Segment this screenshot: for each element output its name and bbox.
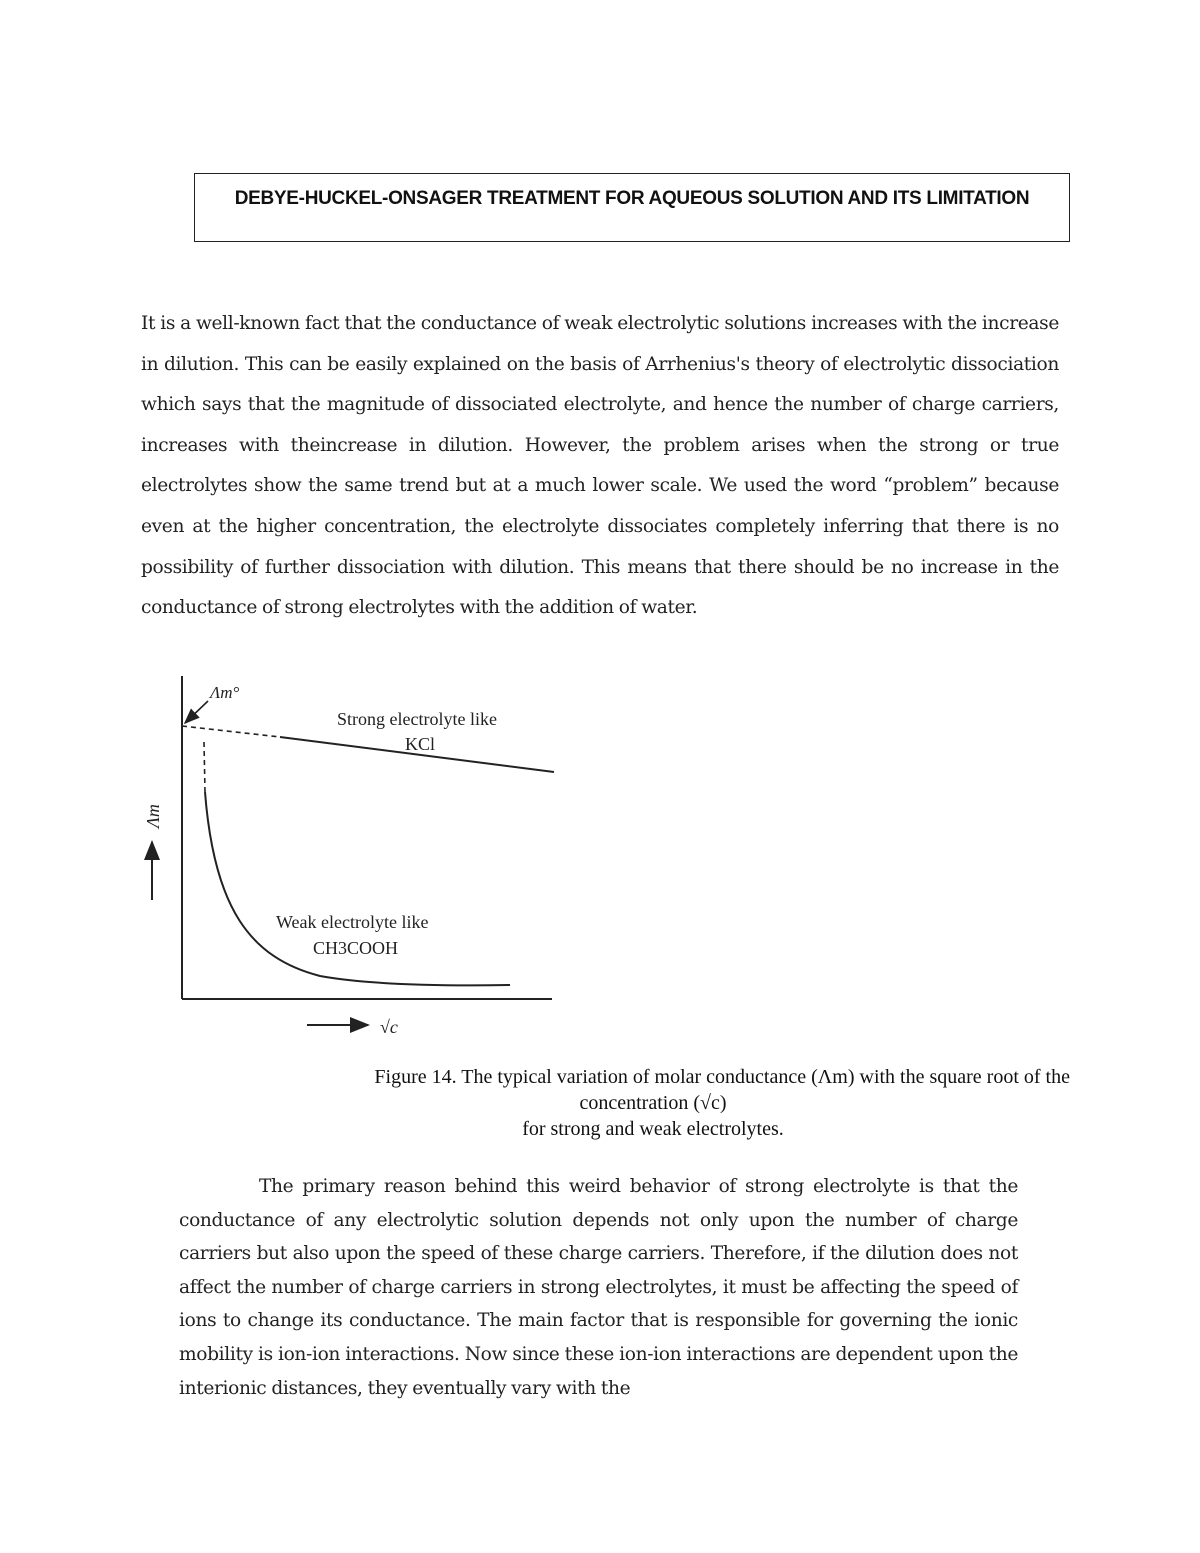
paragraph-intro: It is a well-known fact that the conductance of weak electrolytic solutions increases with the increase in dilution. This can be easily explained on the basis of Arrhenius's theory of electrolytic dissociation which says that the magnitude of dissociated electrolyte, and hence the number of charge carriers, increases with theincrease in dilution. However, the problem arises when the strong or true electrolytes show the same trend but at a much lower scale. We used the word “problem” because even at the higher concentration, the electrolyte dissociates completely inferring that there is no possibility of further dissociation with dilution. This means that there should be no increase in the conductance of strong electrolytes with the addition of water. xyxy=(141,313,1059,619)
lambda-zero-label: Λm° xyxy=(210,683,240,702)
lambda-zero-arrow xyxy=(185,701,208,723)
strong-electrolyte-extrapolation xyxy=(182,726,280,737)
title-box xyxy=(194,173,1070,242)
paragraph-reason: The primary reason behind this weird behavior of strong electrolyte is that the conductance of any electrolytic solution depends not only upon the number of charge carriers but also upon the speed of these charge carriers. Therefore, if the dilution does not affect the number of charge carriers in strong electrolytes, it must be affecting the speed of ions to change its conductance. The main factor that is responsible for governing the ionic mobility is ion-ion interactions. Now since these ion-ion interactions are dependent upon the interionic distances, they eventually vary with the xyxy=(179,1176,1018,1399)
conductance-plot xyxy=(130,668,580,1048)
weak-label-line1: Weak electrolyte like xyxy=(276,912,429,932)
caption-line1: Figure 14. The typical variation of molar conductance (Λm) with the square root of the xyxy=(374,1066,1070,1088)
caption-line2: concentration (√c) xyxy=(579,1092,727,1114)
strong-label-line1: Strong electrolyte like xyxy=(337,709,497,729)
strong-label-line2: KCl xyxy=(405,734,436,754)
caption-line3: for strong and weak electrolytes. xyxy=(522,1118,784,1140)
page-title: DEBYE-HUCKEL-ONSAGER TREATMENT FOR AQUEOUS SOLUTION AND ITS LIMITATION xyxy=(234,188,1030,209)
y-axis-label: Λm xyxy=(143,804,163,828)
conductance-figure xyxy=(130,668,580,1048)
figure-caption xyxy=(236,1064,1070,1142)
x-axis-label: √c xyxy=(380,1017,398,1037)
weak-label-line2: CH3COOH xyxy=(313,938,399,958)
weak-electrolyte-extrapolation xyxy=(204,742,205,792)
